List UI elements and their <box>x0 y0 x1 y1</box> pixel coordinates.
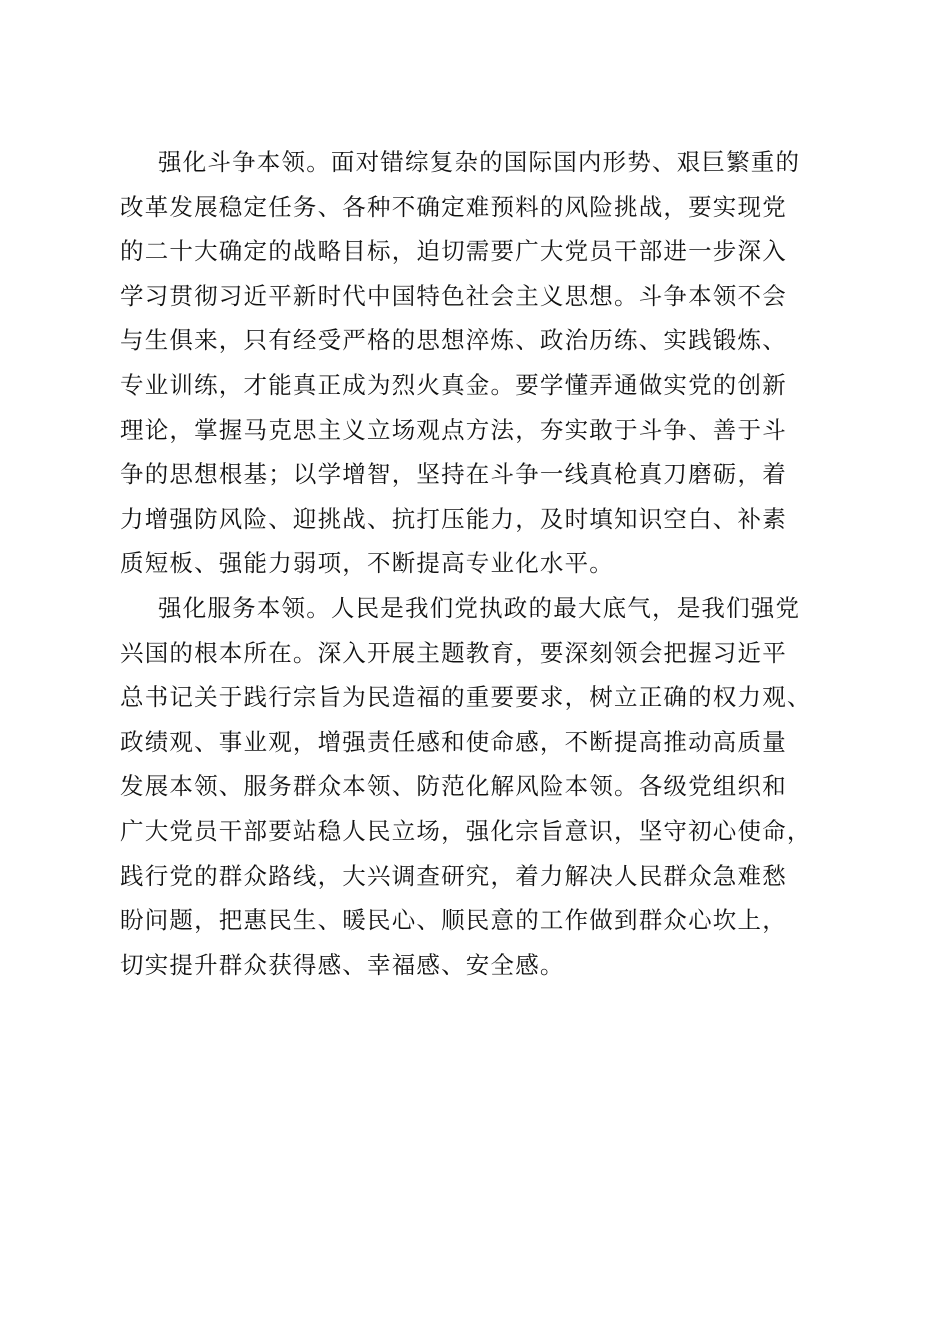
paragraph-struggle-skills <box>120 140 825 586</box>
paragraph-line: 强化服务本领。人民是我们党执政的最大底气，是我们强党 <box>158 593 801 622</box>
paragraph-line: 盼问题，把惠民生、暖民心、顺民意的工作做到群众心坎上， <box>120 906 787 935</box>
paragraph-line: 总书记关于践行宗旨为民造福的重要要求，树立正确的权力观、 <box>120 683 812 712</box>
paragraph-line: 争的思想根基；以学增智，坚持在斗争一线真枪真刀磨砺，着 <box>120 460 787 489</box>
paragraph-line: 学习贯彻习近平新时代中国特色社会主义思想。斗争本领不会 <box>120 281 787 310</box>
paragraph-line: 践行党的群众路线，大兴调查研究，着力解决人民群众急难愁 <box>120 861 787 890</box>
paragraph-line: 切实提升群众获得感、幸福感、安全感。 <box>120 950 565 979</box>
paragraph-line: 发展本领、服务群众本领、防范化解风险本领。各级党组织和 <box>120 772 787 801</box>
paragraph-line: 力增强防风险、迎挑战、抗打压能力，及时填知识空白、补素 <box>120 504 787 533</box>
paragraph-line: 理论，掌握马克思主义立场观点方法，夯实敢于斗争、善于斗 <box>120 415 787 444</box>
paragraph-line: 改革发展稳定任务、各种不确定难预料的风险挑战，要实现党 <box>120 192 787 221</box>
paragraph-line: 质短板、强能力弱项，不断提高专业化水平。 <box>120 549 614 578</box>
paragraph-line: 专业训练，才能真正成为烈火真金。要学懂弄通做实党的创新 <box>120 370 787 399</box>
paragraph-service-skills <box>120 586 825 987</box>
paragraph-line: 政绩观、事业观，增强责任感和使命感，不断提高推动高质量 <box>120 727 787 756</box>
paragraph-line: 与生俱来，只有经受严格的思想淬炼、政治历练、实践锻炼、 <box>120 326 787 355</box>
paragraph-line: 的二十大确定的战略目标，迫切需要广大党员干部进一步深入 <box>120 237 787 266</box>
document-body <box>120 140 825 987</box>
paragraph-line: 广大党员干部要站稳人民立场，强化宗旨意识，坚守初心使命， <box>120 816 812 845</box>
paragraph-line: 强化斗争本领。面对错综复杂的国际国内形势、艰巨繁重的 <box>158 148 801 176</box>
paragraph-line: 兴国的根本所在。深入开展主题教育，要深刻领会把握习近平 <box>120 638 787 667</box>
